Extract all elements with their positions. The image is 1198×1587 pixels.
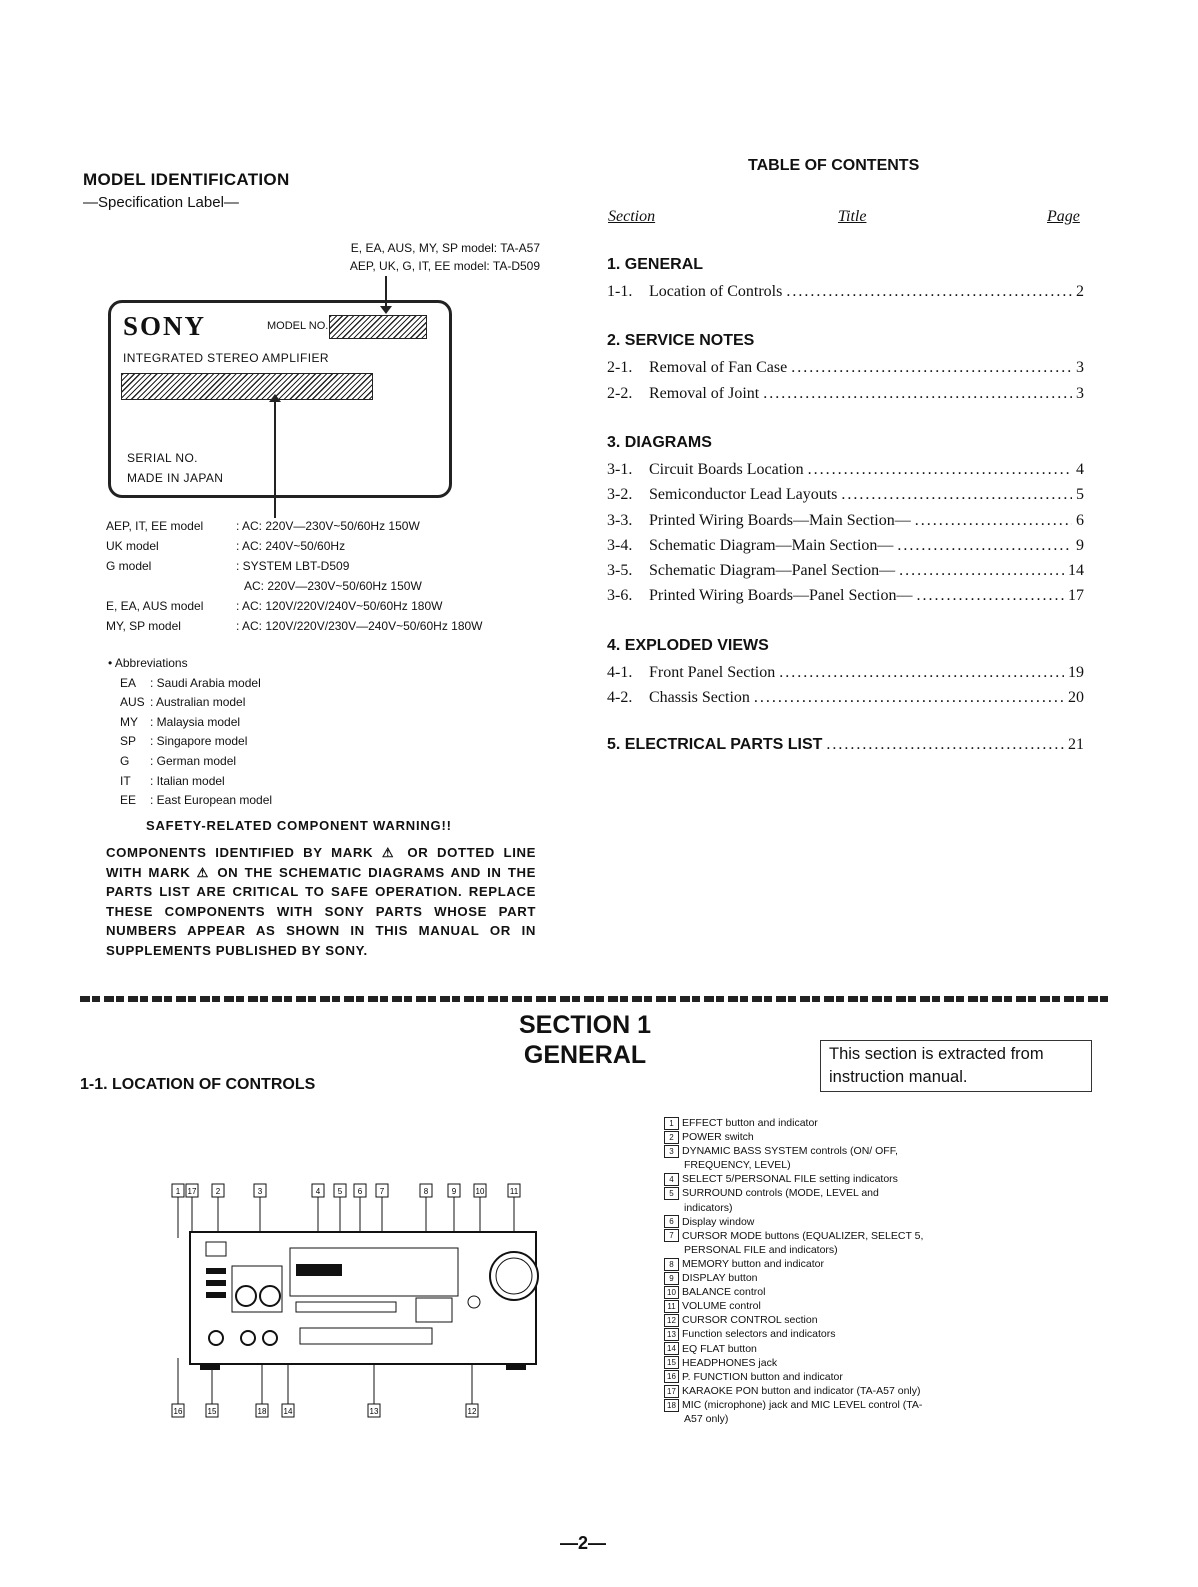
p-function-button — [206, 1280, 226, 1286]
toc-entry-number: 3-5. — [607, 562, 633, 580]
abbreviation-row — [120, 674, 272, 694]
model-line-1: E, EA, AUS, MY, SP model: TA-A57 — [350, 241, 540, 255]
toc-entry-number: 3-2. — [607, 486, 633, 504]
toc-leader — [841, 486, 1072, 504]
callout-number: 8 — [423, 1187, 429, 1196]
foot-left — [200, 1364, 220, 1370]
toc-section-heading: 2. SERVICE NOTES — [607, 332, 755, 350]
toc-leader — [763, 385, 1072, 403]
location-of-controls-heading: 1-1. LOCATION OF CONTROLS — [80, 1076, 316, 1093]
abbreviation-meaning: : East European model — [150, 793, 273, 808]
legend-text: EFFECT button and indicator — [682, 1117, 818, 1129]
toc-entry-page: 5 — [1076, 486, 1084, 504]
spec-row — [106, 516, 586, 536]
toc-entry[interactable] — [607, 512, 1084, 530]
callout-number: 12 — [467, 1407, 477, 1416]
callout-number: 1 — [175, 1187, 181, 1196]
toc-entry-number: 2-2. — [607, 384, 633, 402]
toc-title: TABLE OF CONTENTS — [748, 157, 920, 174]
abbreviations-title: • Abbreviations — [108, 656, 188, 670]
mic-level-knob — [263, 1331, 277, 1345]
headphones-jack — [241, 1331, 255, 1345]
abbreviation-row — [120, 752, 272, 772]
foot-right — [506, 1364, 526, 1370]
power-switch — [206, 1242, 226, 1256]
toc-entry[interactable] — [607, 689, 1084, 707]
page-number: —2— — [560, 1533, 607, 1553]
legend-text: MEMORY button and indicator — [682, 1257, 825, 1270]
legend-item — [664, 1356, 924, 1370]
toc-entry-page: 2 — [1076, 283, 1084, 300]
arrow-head-icon — [269, 394, 281, 402]
toc-entry-number: 4-2. — [607, 689, 633, 706]
abbreviation-meaning: : German model — [150, 753, 237, 768]
spec-value: : AC: 120V/220V/230V—240V~50/60Hz 180W — [236, 619, 483, 633]
toc-leader — [786, 283, 1072, 301]
model-no-hatch — [329, 315, 427, 339]
abbreviation-code: EA — [120, 675, 137, 690]
safety-text: OR DOTTED LINE WITH MARK — [106, 845, 536, 880]
spec-value: : AC: 240V~50/60Hz — [236, 539, 346, 553]
serial-hatch — [121, 373, 373, 400]
section-divider — [80, 996, 1112, 1002]
callout-number: 11 — [509, 1187, 519, 1196]
legend-number: 11 — [664, 1300, 679, 1313]
legend-item — [664, 1116, 924, 1130]
legend-number: 6 — [664, 1215, 679, 1228]
toc-entry-page: 3 — [1076, 359, 1084, 377]
abbreviation-meaning: : Malaysia model — [150, 714, 241, 729]
callout-number: 7 — [379, 1187, 385, 1196]
legend-item — [664, 1327, 924, 1341]
dbs-knob — [236, 1286, 256, 1306]
function-selectors — [300, 1328, 432, 1344]
balance-knob — [468, 1296, 480, 1308]
legend-text: KARAOKE PON button and indicator (TA-A57 only) — [682, 1384, 921, 1397]
model-identification-title: MODEL IDENTIFICATION — [83, 170, 290, 189]
callout-number: 13 — [369, 1407, 379, 1416]
legend-text: CURSOR CONTROL section — [682, 1314, 818, 1327]
abbreviations-list — [108, 674, 272, 811]
toc-entry[interactable] — [607, 664, 1084, 682]
abbreviation-meaning: : Italian model — [150, 773, 225, 788]
abbreviation-meaning: : Singapore model — [150, 734, 248, 749]
toc-entry-title: Printed Wiring Boards—Main Section— — [649, 511, 911, 529]
legend-item — [664, 1299, 924, 1313]
spec-value: : SYSTEM LBT-D509 — [236, 559, 350, 573]
toc-entry-number: 1-1. — [607, 283, 633, 300]
toc-entry-number: 3-4. — [607, 536, 633, 554]
toc-entry-number: 3-3. — [607, 511, 633, 529]
legend-text: BALANCE control — [682, 1286, 766, 1299]
label-made-in: MADE IN JAPAN — [127, 471, 224, 485]
spec-value: AC: 220V—230V~50/60Hz 150W — [244, 579, 422, 593]
legend-item — [664, 1130, 924, 1144]
legend-item — [664, 1215, 924, 1229]
legend-text: Display window — [682, 1215, 755, 1228]
legend-number: 8 — [664, 1258, 679, 1271]
toc-entry[interactable] — [607, 359, 1084, 377]
spec-model: UK model — [106, 539, 159, 553]
legend-number: 13 — [664, 1328, 679, 1341]
toc-entry-title: Chassis Section — [649, 689, 750, 706]
model-line-2: AEP, UK, G, IT, EE model: TA-D509 — [349, 259, 540, 273]
legend-text: POWER switch — [682, 1131, 754, 1144]
legend-item — [664, 1257, 924, 1271]
legend-number: 7 — [664, 1229, 679, 1242]
legend-number: 3 — [664, 1145, 679, 1158]
select-indicators — [296, 1264, 342, 1276]
toc-entry[interactable] — [607, 537, 1084, 555]
callout-number: 16 — [173, 1407, 183, 1416]
toc-leader — [916, 587, 1064, 605]
toc-entry-title: Printed Wiring Boards—Panel Section— — [649, 587, 913, 605]
toc-col-page: Page — [1047, 208, 1080, 225]
toc-entry-title: Removal of Joint — [649, 384, 760, 402]
toc-entry[interactable] — [607, 283, 1084, 301]
callout-number: 6 — [357, 1187, 363, 1196]
legend-number: 18 — [664, 1399, 679, 1412]
abbreviation-code: G — [120, 753, 130, 768]
legend-item — [664, 1144, 924, 1172]
abbreviation-row — [120, 772, 272, 792]
arrow-line — [274, 398, 276, 518]
safety-heading: SAFETY-RELATED COMPONENT WARNING!! — [146, 818, 452, 833]
toc-entry-page: 4 — [1076, 460, 1084, 478]
legend-number: 1 — [664, 1117, 679, 1130]
legend-text: SELECT 5/PERSONAL FILE setting indicators — [682, 1173, 898, 1186]
spec-value: : AC: 120V/220V/240V~50/60Hz 180W — [236, 599, 443, 613]
power-specs — [106, 516, 586, 636]
toc-entry[interactable] — [607, 461, 1084, 479]
toc-col-section: Section — [608, 208, 656, 225]
legend-item — [664, 1229, 924, 1257]
section-1-line2: GENERAL — [523, 1041, 647, 1069]
safety-text: ON THE SCHEMATIC DIAGRAMS AND IN THE PARTS LIST ARE CRITICAL TO SAFE OPERATION. REPLACE THESE COMPONENTS WITH SONY PARTS WHOSE PART NUMBERS APPEAR AS SHOWN IN THIS MANUAL OR IN SUPPLEMENTS PUBLISHED BY SONY. — [106, 864, 536, 958]
legend-item — [664, 1398, 924, 1426]
callout-number: 15 — [207, 1407, 217, 1416]
legend-text: DYNAMIC BASS SYSTEM controls (ON/ OFF, FREQUENCY, LEVEL) — [682, 1145, 898, 1172]
legend-text: VOLUME control — [682, 1300, 761, 1313]
toc-entry-page: 14 — [1068, 562, 1084, 580]
abbreviation-meaning: : Saudi Arabia model — [150, 675, 261, 690]
legend-item — [664, 1370, 924, 1384]
section-1-heading — [480, 1010, 690, 1070]
toc-entry[interactable] — [607, 385, 1084, 403]
legend-text: DISPLAY button — [682, 1272, 758, 1285]
legend-text: Function selectors and indicators — [682, 1328, 836, 1341]
legend-number: 16 — [664, 1370, 679, 1383]
abbreviation-code: EE — [120, 793, 137, 808]
sony-logo: SONY — [123, 311, 207, 341]
function-indicators — [296, 1302, 396, 1312]
top-callouts — [172, 1184, 520, 1238]
spec-row — [106, 596, 586, 616]
callout-number: 2 — [215, 1187, 221, 1196]
legend-item — [664, 1172, 924, 1186]
toc-col-title: Title — [838, 208, 867, 225]
toc-entry-number: 3-6. — [607, 587, 633, 605]
spec-row — [106, 616, 586, 636]
dbs-knob — [260, 1286, 280, 1306]
toc-entry[interactable] — [607, 562, 1084, 580]
toc-leader — [754, 689, 1064, 707]
toc-entry-title: Location of Controls — [649, 283, 783, 300]
legend-text: P. FUNCTION button and indicator — [682, 1370, 843, 1383]
legend-number: 15 — [664, 1356, 679, 1369]
toc-entry[interactable] — [607, 486, 1084, 504]
effect-button — [206, 1268, 226, 1274]
safety-text: COMPONENTS IDENTIFIED BY MARK — [106, 845, 382, 860]
legend-number: 5 — [664, 1187, 679, 1200]
callout-number: 9 — [451, 1187, 457, 1196]
spec-model: E, EA, AUS model — [106, 599, 204, 613]
callout-number: 4 — [315, 1187, 321, 1196]
extract-note: This section is extracted from instruction manual. — [820, 1040, 1092, 1092]
abbreviation-row — [120, 713, 272, 733]
toc-leader — [899, 562, 1064, 580]
legend-item — [664, 1285, 924, 1299]
toc-entry-title: Schematic Diagram—Main Section— — [649, 536, 894, 554]
callout-number: 14 — [283, 1407, 293, 1416]
callout-number: 3 — [257, 1187, 263, 1196]
abbreviation-meaning: : Australian model — [150, 695, 246, 710]
toc-leader — [897, 537, 1072, 555]
abbreviation-row — [120, 791, 272, 811]
toc-section-heading: 5. ELECTRICAL PARTS LIST — [607, 736, 823, 753]
spec-model: G model — [106, 559, 152, 573]
abbreviation-code: SP — [120, 734, 137, 749]
toc-entry-title: Front Panel Section — [649, 663, 776, 681]
toc-leader — [915, 512, 1072, 530]
toc-section-heading: 3. DIAGRAMS — [607, 433, 712, 451]
toc-entry-title: Semiconductor Lead Layouts — [649, 486, 838, 504]
controls-legend — [664, 1116, 924, 1426]
abbreviation-code: MY — [120, 714, 138, 729]
spec-model: MY, SP model — [106, 619, 181, 633]
toc-section-heading: 4. EXPLODED VIEWS — [607, 636, 769, 654]
toc-leader — [779, 664, 1064, 682]
toc-entry-page: 19 — [1068, 663, 1084, 681]
warning-triangle-icon: ⚠ — [381, 845, 399, 860]
legend-number: 17 — [664, 1385, 679, 1398]
spec-row — [106, 576, 586, 596]
warning-triangle-icon: ⚠ — [196, 864, 212, 880]
label-product: INTEGRATED STEREO AMPLIFIER — [123, 351, 329, 365]
callout-number: 5 — [337, 1187, 343, 1196]
toc-entry-page: 6 — [1076, 511, 1084, 529]
legend-text: MIC (microphone) jack and MIC LEVEL control (TA-A57 only) — [682, 1398, 923, 1425]
legend-number: 9 — [664, 1272, 679, 1285]
model-identification-subtitle: —Specification Label— — [83, 194, 239, 211]
legend-number: 12 — [664, 1314, 679, 1327]
karaoke-button — [206, 1292, 226, 1298]
legend-text: CURSOR MODE buttons (EQUALIZER, SELECT 5, PERSONAL FILE and indicators) — [682, 1229, 924, 1256]
toc-entry-title: Schematic Diagram—Panel Section— — [649, 562, 896, 580]
callout-number: 10 — [475, 1187, 485, 1196]
callout-number: 18 — [257, 1407, 267, 1416]
toc-leader — [791, 359, 1072, 377]
legend-item — [664, 1313, 924, 1327]
toc-entry-page: 9 — [1076, 536, 1084, 554]
abbreviation-code: AUS — [120, 695, 145, 710]
spec-model: AEP, IT, EE model — [106, 519, 204, 533]
toc-entry-page: 21 — [1068, 736, 1084, 753]
toc-entry-title: Removal of Fan Case — [649, 359, 788, 377]
legend-text: EQ FLAT button — [682, 1342, 757, 1355]
toc-entry-title: Circuit Boards Location — [649, 460, 804, 478]
label-model-no: MODEL NO. — [267, 320, 329, 332]
toc-entry-page: 3 — [1076, 384, 1084, 402]
safety-warning — [106, 843, 536, 961]
label-serial: SERIAL NO. — [127, 451, 198, 465]
legend-number: 4 — [664, 1173, 679, 1186]
spec-row — [106, 556, 586, 576]
toc-entry-number: 4-1. — [607, 663, 633, 681]
callout-number: 17 — [187, 1187, 197, 1196]
volume-knob — [490, 1252, 538, 1300]
toc-leader — [808, 461, 1072, 479]
legend-item — [664, 1271, 924, 1285]
legend-number: 10 — [664, 1286, 679, 1299]
toc-entry-page: 17 — [1068, 587, 1084, 605]
abbreviation-row — [120, 732, 272, 752]
toc-leader — [826, 736, 1064, 754]
legend-item — [664, 1186, 924, 1214]
toc-entry[interactable] — [607, 587, 1084, 605]
legend-item — [664, 1384, 924, 1398]
spec-row — [106, 536, 586, 556]
toc-entry-number: 3-1. — [607, 460, 633, 478]
legend-number: 14 — [664, 1342, 679, 1355]
spec-value: : AC: 220V—230V~50/60Hz 150W — [236, 519, 420, 533]
front-panel-diagram — [160, 1178, 540, 1422]
cursor-control — [416, 1298, 452, 1322]
mic-jack — [209, 1331, 223, 1345]
legend-item — [664, 1342, 924, 1356]
legend-number: 2 — [664, 1131, 679, 1144]
legend-text: SURROUND controls (MODE, LEVEL and indicators) — [682, 1187, 879, 1214]
abbreviations — [108, 654, 272, 811]
abbreviation-row — [120, 693, 272, 713]
toc-entry[interactable] — [607, 736, 1084, 754]
toc-entry-page: 20 — [1068, 689, 1084, 706]
section-1-line1: SECTION 1 — [519, 1011, 651, 1039]
legend-text: HEADPHONES jack — [682, 1356, 778, 1369]
toc-section-heading: 1. GENERAL — [607, 256, 704, 273]
toc-entry-number: 2-1. — [607, 359, 633, 377]
abbreviation-code: IT — [120, 773, 131, 788]
spec-model — [106, 576, 244, 596]
